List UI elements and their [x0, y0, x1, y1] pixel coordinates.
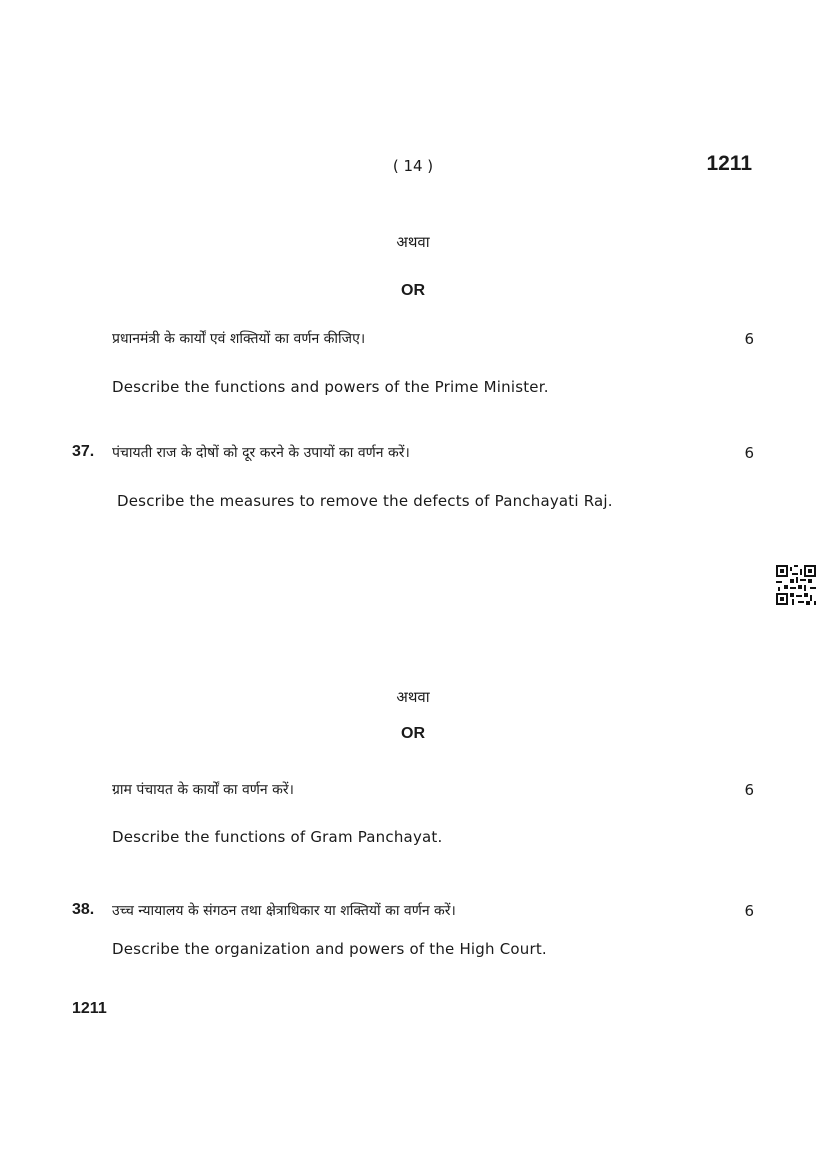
question-37-alt-english: Describe the functions of Gram Panchayat.: [112, 828, 443, 846]
question-37-english: Describe the measures to remove the defects of Panchayati Raj.: [117, 492, 613, 510]
paper-code-header: 1211: [706, 152, 752, 175]
or-english-2: OR: [401, 725, 425, 742]
or-hindi-1: अथवा: [396, 233, 430, 251]
or-english-1: OR: [401, 282, 425, 299]
question-37-alt-hindi: ग्राम पंचायत के कार्यों का वर्णन करें।: [112, 782, 294, 798]
question-37-number: 37.: [72, 443, 95, 460]
question-38-marks: 6: [744, 902, 754, 920]
or-hindi-2: अथवा: [396, 688, 430, 706]
question-36-alt-hindi: प्रधानमंत्री के कार्यों एवं शक्तियों का वर्णन कीजिए।: [112, 331, 366, 347]
question-38-hindi: उच्च न्यायालय के संगठन तथा क्षेत्राधिकार या शक्तियों का वर्णन करें।: [112, 903, 456, 919]
question-38-number: 38.: [72, 901, 95, 918]
question-36-alt-english: Describe the functions and powers of the Prime Minister.: [112, 378, 549, 396]
question-37-hindi: पंचायती राज के दोषों को दूर करने के उपायों का वर्णन करें।: [112, 445, 410, 461]
question-37-marks: 6: [744, 444, 754, 462]
page-number: ( 14 ): [392, 157, 434, 175]
question-38-english: Describe the organization and powers of the High Court.: [112, 940, 547, 958]
qr-code: [776, 565, 816, 605]
paper-code-footer: 1211: [72, 1000, 107, 1017]
question-36-alt-marks: 6: [744, 330, 754, 348]
question-37-alt-marks: 6: [744, 781, 754, 799]
